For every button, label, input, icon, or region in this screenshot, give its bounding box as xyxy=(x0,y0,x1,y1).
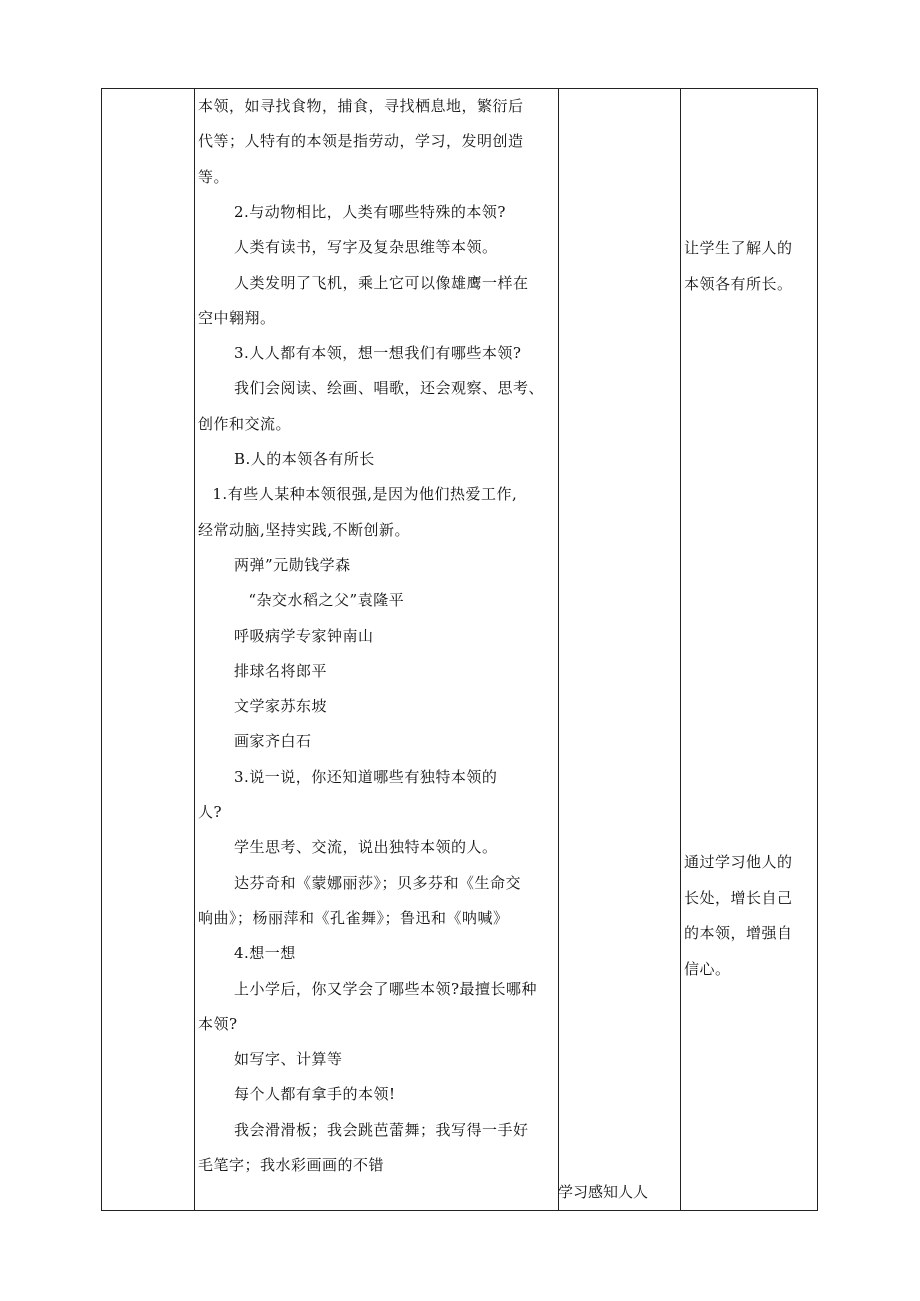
column-divider xyxy=(194,89,195,1210)
content-line: 空中翱翔。 xyxy=(198,308,276,327)
content-line: 如写字、计算等 xyxy=(234,1050,343,1069)
content-line: 每个人都有拿手的本领! xyxy=(234,1085,396,1104)
column-divider xyxy=(558,89,559,1210)
content-line: 创作和交流。 xyxy=(198,414,292,433)
content-line: B.人的本领各有所长 xyxy=(234,450,375,468)
content-line: 本领，如寻找食物，捕食，寻找栖息地，繁衍后 xyxy=(198,97,524,115)
content-line: 两弹”元勋钱学森 xyxy=(234,555,351,574)
purpose-line: 让学生了解人的 xyxy=(684,239,793,257)
column-divider xyxy=(680,89,681,1210)
content-line: 等。 xyxy=(198,167,230,186)
purpose-line: 的本领，增强自 xyxy=(684,924,793,942)
content-line: 本领? xyxy=(198,1014,238,1033)
method-note: 学习感知人人 xyxy=(558,1183,649,1201)
content-line: 上小学后，你又学会了哪些本领?最擅长哪种 xyxy=(234,979,538,998)
content-line: 人? xyxy=(198,803,223,821)
content-line: 1.有些人某种本领很强,是因为他们热爱工作, xyxy=(212,485,518,504)
content-line: 人类发明了飞机，乘上它可以像雄鹰一样在 xyxy=(234,273,529,292)
purpose-line: 本领各有所长。 xyxy=(684,274,793,293)
content-line: 人类有读书，写字及复杂思维等本领。 xyxy=(234,238,498,257)
content-line: 2.与动物相比，人类有哪些特殊的本领? xyxy=(234,202,506,221)
lesson-table xyxy=(101,88,818,1211)
content-line: 响曲》；杨丽萍和《孔雀舞》；鲁迅和《呐喊》 xyxy=(198,908,509,927)
content-line: 学生思考、交流，说出独特本领的人。 xyxy=(234,838,498,857)
content-line: “杂交水稻之父”袁隆平 xyxy=(248,591,405,610)
content-line: 毛笔字；我水彩画画的不错 xyxy=(198,1156,385,1174)
content-line: 经常动脑,坚持实践,不断创新。 xyxy=(198,520,411,539)
content-line: 我们会阅读、绘画、唱歌，还会观察、思考、 xyxy=(234,379,545,398)
content-line: 4.想一想 xyxy=(234,944,296,963)
purpose-line: 通过学习他人的 xyxy=(684,853,793,871)
purpose-line: 信心。 xyxy=(684,959,731,978)
content-line: 代等；人特有的本领是指劳动，学习，发明创造 xyxy=(198,132,524,151)
purpose-line: 长处，增长自己 xyxy=(684,888,793,907)
content-line: 3.人人都有本领，想一想我们有哪些本领? xyxy=(234,344,522,363)
content-line: 排球名将郎平 xyxy=(234,661,328,680)
content-line: 达芬奇和《蒙娜丽莎》；贝多芬和《生命交 xyxy=(234,873,522,892)
content-line: 3.说一说，你还知道哪些有独特本领的 xyxy=(234,767,498,786)
content-line: 呼吸病学专家钟南山 xyxy=(234,626,374,645)
content-line: 画家齐白石 xyxy=(234,732,312,751)
content-line: 我会滑滑板；我会跳芭蕾舞；我写得一手好 xyxy=(234,1120,529,1139)
content-line: 文学家苏东坡 xyxy=(234,697,328,716)
